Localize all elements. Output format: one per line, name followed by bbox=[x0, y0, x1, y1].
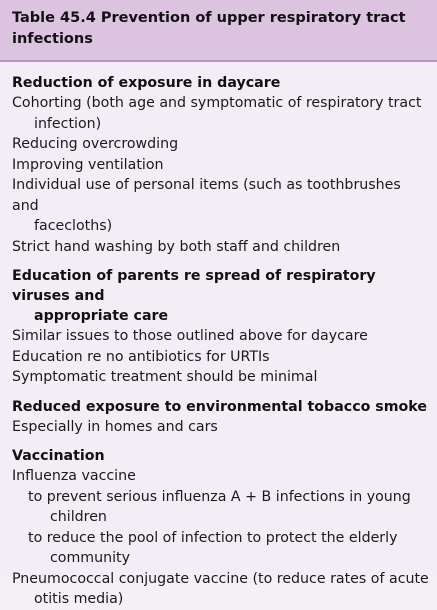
table-line: Strict hand washing by both staff and children bbox=[12, 238, 341, 255]
section-heading: Education of parents re spread of respiratory viruses and bbox=[12, 268, 376, 304]
table-line: Especially in homes and cars bbox=[12, 418, 218, 435]
section-heading: appropriate care bbox=[34, 308, 169, 324]
table-line: infection) bbox=[34, 115, 102, 132]
section-2 bbox=[12, 266, 429, 388]
section-heading: Reduced exposure to environmental tobacco smoke bbox=[12, 398, 427, 415]
table-line: Influenza vaccine bbox=[12, 468, 136, 484]
table-line: to reduce the pool of infection to protect the elderly bbox=[28, 529, 398, 546]
table-line: Reducing overcrowding bbox=[12, 136, 179, 152]
table-line: facecloths) bbox=[34, 218, 113, 234]
section-heading: Reduction of exposure in daycare bbox=[12, 75, 281, 91]
table-line: Improving ventilation bbox=[12, 156, 164, 173]
section-4 bbox=[12, 446, 429, 610]
section-3 bbox=[12, 397, 429, 438]
table-title-line-2: infections bbox=[12, 31, 93, 47]
table-line: children bbox=[50, 509, 107, 525]
table-line: Individual use of personal items (such as toothbrushes and bbox=[12, 177, 401, 214]
table-line: Education re no antibiotics for URTIs bbox=[12, 348, 270, 365]
table-line: Symptomatic treatment should be minimal bbox=[12, 369, 318, 385]
section-1 bbox=[12, 73, 429, 257]
table-line: Similar issues to those outlined above for daycare bbox=[12, 328, 368, 344]
table-line: otitis media) bbox=[34, 591, 124, 607]
table-line: Cohorting (both age and symptomatic of respiratory tract bbox=[12, 95, 422, 111]
table-line: community bbox=[50, 550, 131, 566]
table-line: to prevent serious influenza A + B infections in young bbox=[28, 488, 411, 505]
table-line: Pneumococcal conjugate vaccine (to reduce rates of acute bbox=[12, 570, 429, 587]
table-title-line-1: Table 45.4 Prevention of upper respiratory tract bbox=[12, 10, 406, 26]
table-header bbox=[0, 0, 437, 62]
table-body bbox=[0, 62, 437, 610]
section-heading: Vaccination bbox=[12, 448, 105, 464]
